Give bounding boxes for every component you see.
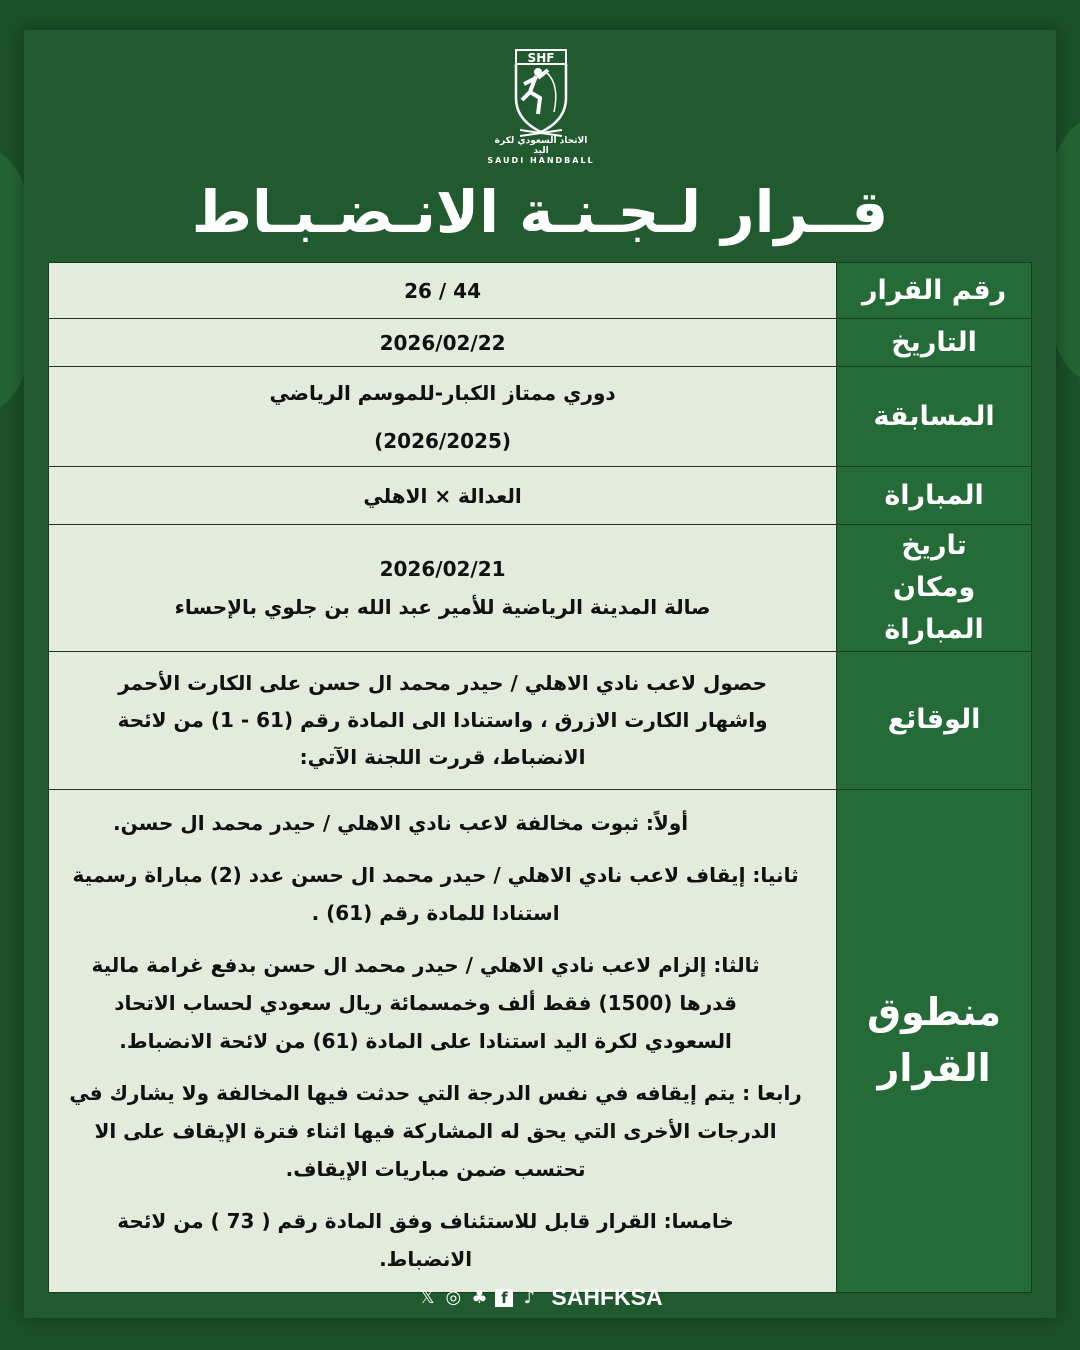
table-row xyxy=(49,525,1032,652)
table-row xyxy=(49,319,1032,367)
table-row xyxy=(49,263,1032,319)
decision-table xyxy=(48,262,1032,1293)
svg-text:SHF: SHF xyxy=(527,51,555,65)
saudi-handball-logo xyxy=(486,48,596,166)
label-competition: المسابقة xyxy=(837,367,1032,467)
shield-player-icon xyxy=(508,48,574,138)
instagram-icon[interactable]: ◎ xyxy=(445,1287,462,1308)
snapchat-icon[interactable]: ♣ xyxy=(471,1287,488,1308)
label-facts: الوقائع xyxy=(837,651,1032,789)
social-handle: SAHFKSA xyxy=(551,1284,663,1310)
label-match-date-venue: تاريخ ومكان المباراة xyxy=(837,525,1032,652)
decision-item: رابعا : يتم إيقافه في نفس الدرجة التي حدثت فيها المخالفة ولا يشارك في الدرجات الأخرى التي يحق له المشاركة فيها اثناء فترة الإيقاف على الا تحتسب ضمن مباريات الإيقاف. xyxy=(69,1080,802,1181)
decision-date: 2026/02/22 xyxy=(49,319,837,367)
competition-season: (2026/2025) xyxy=(374,428,512,453)
label-decision-number: رقم القرار xyxy=(837,263,1032,319)
decision-item: ثالثا: إلزام لاعب نادي الاهلي / حيدر محمد ال حسن بدفع غرامة مالية قدرها (1500) فقط ألف وخمسمائة ريال سعودي لحساب الاتحاد السعودي لكرة اليد استنادا على المادة (61) من لائحة الانضباط. xyxy=(91,952,760,1053)
facebook-icon[interactable]: f xyxy=(495,1289,513,1307)
facts: حصول لاعب نادي الاهلي / حيدر محمد ال حسن على الكارت الأحمر واشهار الكارت الازرق ، واستنادا الى المادة رقم (61 - 1) من لائحة الانضباط، قررت اللجنة الآتي: xyxy=(49,651,837,789)
table-row xyxy=(49,367,1032,467)
social-footer xyxy=(0,1284,1080,1311)
decision-text xyxy=(49,789,837,1292)
decision-item: خامسا: القرار قابل للاستئناف وفق المادة رقم ( 73 ) من لائحة الانضباط. xyxy=(117,1208,734,1271)
table-row xyxy=(49,651,1032,789)
match-date: 2026/02/21 xyxy=(379,556,506,581)
match-venue: صالة المدينة الرياضية للأمير عبد الله بن جلوي بالإحساء xyxy=(174,594,711,619)
tiktok-icon[interactable]: ♪ xyxy=(523,1287,536,1308)
page-title: قــرار لـجـنـة الانـضـبـاط xyxy=(191,178,889,246)
table-row xyxy=(49,467,1032,525)
decision-number: 26 / 44 xyxy=(49,263,837,319)
label-match: المباراة xyxy=(837,467,1032,525)
decision-item: أولاً: ثبوت مخالفة لاعب نادي الاهلي / حيدر محمد ال حسن. xyxy=(113,810,689,835)
logo-arabic-text: الاتحاد السعودي لكرة اليد xyxy=(494,136,588,156)
match-date-venue xyxy=(49,525,837,652)
competition xyxy=(49,367,837,467)
match: العدالة × الاهلي xyxy=(49,467,837,525)
label-decision-text: منطوق القرار xyxy=(837,789,1032,1292)
x-icon[interactable]: 𝕏 xyxy=(420,1287,435,1308)
decision-item: ثانيا: إيقاف لاعب نادي الاهلي / حيدر محمد ال حسن عدد (2) مباراة رسمية استنادا للمادة رقم (61) . xyxy=(72,862,799,925)
label-date: التاريخ xyxy=(837,319,1032,367)
table-row xyxy=(49,789,1032,1292)
logo-english-text: SAUDI HANDBALL xyxy=(487,156,595,165)
competition-name: دوري ممتاز الكبار-للموسم الرياضي xyxy=(269,380,616,405)
